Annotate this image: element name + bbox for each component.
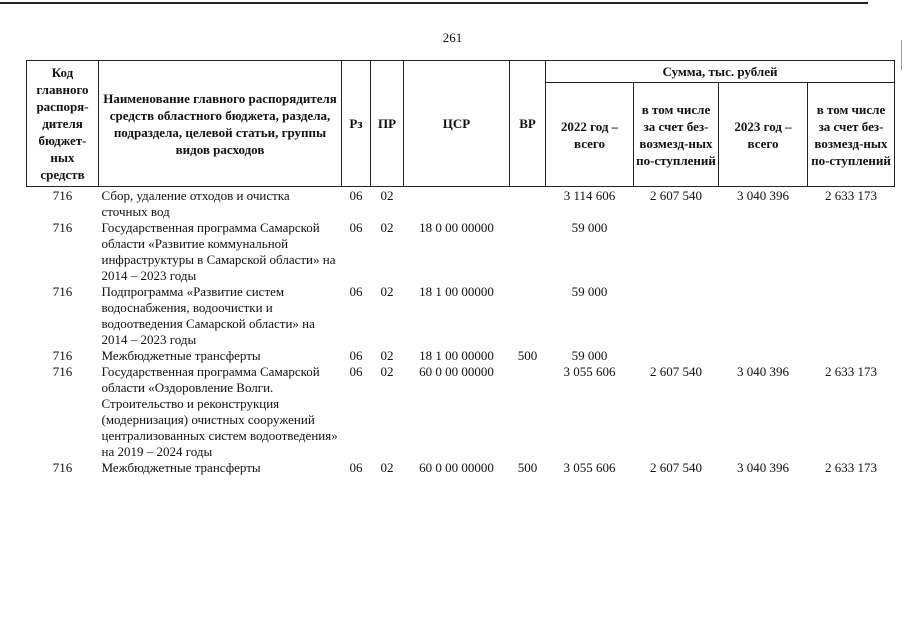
header-sum-group: Сумма, тыс. рублей [546,61,895,83]
cell-csr: 60 0 00 00000 [419,460,494,475]
cell-pr: 02 [380,348,394,363]
budget-table [26,60,895,476]
page-number: 261 [442,30,463,45]
cell-vr [510,220,546,284]
cell-2022-grants: 2 607 540 [650,460,702,475]
cell-vr: 500 [517,460,538,475]
cell-pr: 02 [380,460,394,475]
table-row [27,220,895,284]
cell-csr: 60 0 00 00000 [419,364,494,379]
cell-2023-total: 3 040 396 [737,188,789,203]
table-row [27,364,895,460]
cell-name: Государственная программа Самарской области «Оздоровление Волги. Строительство и реконструкция (модернизация) очистных сооружений централизованных систем водоотведения» на 2019 – 2024 годы [101,364,338,459]
cell-2022-total: 3 055 606 [563,460,616,475]
cell-2022-total: 59 000 [571,348,608,363]
header-name: Наименование главного распорядителя средств областного бюджета, раздела, подраздела, целевой статьи, группы видов расходов [99,61,342,187]
cell-2022-total: 59 000 [571,220,608,235]
scan-edge-mark [901,40,902,70]
cell-pr: 02 [380,188,394,203]
table-row [27,348,895,364]
cell-code: 716 [52,188,73,203]
cell-2022-total: 3 055 606 [563,364,616,379]
cell-code: 716 [52,220,73,235]
cell-vr: 500 [517,348,538,363]
cell-pr: 02 [380,284,394,299]
cell-2022-grants [634,220,719,284]
header-2022-total: 2022 год – всего [546,83,634,187]
cell-vr [510,284,546,348]
cell-csr: 18 1 00 00000 [419,284,494,299]
table-body [27,187,895,477]
cell-code: 716 [52,348,73,363]
cell-2023-total [719,220,808,284]
cell-name: Сбор, удаление отходов и очистка сточных вод [101,188,290,219]
cell-2023-total: 3 040 396 [737,364,789,379]
table-row [27,284,895,348]
header-2023-total: 2023 год – всего [719,83,808,187]
cell-code: 716 [52,364,73,379]
cell-csr: 18 0 00 00000 [419,220,494,235]
cell-2022-grants [634,284,719,348]
cell-code: 716 [52,460,73,475]
table-row [27,187,895,221]
cell-rz: 06 [349,188,363,203]
cell-2022-grants: 2 607 540 [650,364,702,379]
cell-2023-total [719,284,808,348]
cell-rz: 06 [349,364,363,379]
cell-code: 716 [52,284,73,299]
cell-2023-grants [808,284,895,348]
table-row [27,460,895,476]
cell-rz: 06 [349,220,363,235]
cell-name: Государственная программа Самарской области «Развитие коммунальной инфраструктуры в Самарской области» на 2014 – 2023 годы [101,220,336,283]
top-rule [0,2,868,4]
cell-2023-grants [808,220,895,284]
header-rz: Рз [342,61,371,187]
cell-vr [510,364,546,460]
cell-2022-total: 3 114 606 [563,188,616,203]
header-code: Код главного распоря-дителя бюджет-ных средств [27,61,99,187]
cell-2022-grants [634,348,719,364]
header-2022-grants: в том числе за счет без-возмезд-ных по-ступлений [634,83,719,187]
cell-name: Подпрограмма «Развитие систем водоснабжения, водоочистки и водоотведения Самарской области» на 2014 – 2023 годы [101,284,315,347]
cell-name: Межбюджетные трансферты [101,348,261,363]
cell-vr [510,187,546,221]
cell-rz: 06 [349,284,363,299]
cell-rz: 06 [349,460,363,475]
header-2023-grants: в том числе за счет без-возмезд-ных по-ступлений [808,83,895,187]
cell-rz: 06 [349,348,363,363]
cell-2023-grants: 2 633 173 [825,188,877,203]
cell-name: Межбюджетные трансферты [101,460,261,475]
cell-csr: 18 1 00 00000 [419,348,494,363]
cell-2023-grants [808,348,895,364]
cell-2023-grants: 2 633 173 [825,364,877,379]
cell-pr: 02 [380,364,394,379]
cell-2022-total: 59 000 [571,284,608,299]
cell-pr: 02 [380,220,394,235]
cell-csr [404,187,510,221]
header-vr: ВР [510,61,546,187]
cell-2023-grants: 2 633 173 [825,460,877,475]
cell-2023-total: 3 040 396 [737,460,789,475]
cell-2022-grants: 2 607 540 [650,188,702,203]
header-pr: ПР [371,61,404,187]
cell-2023-total [719,348,808,364]
header-csr: ЦСР [404,61,510,187]
table-header [27,61,895,187]
